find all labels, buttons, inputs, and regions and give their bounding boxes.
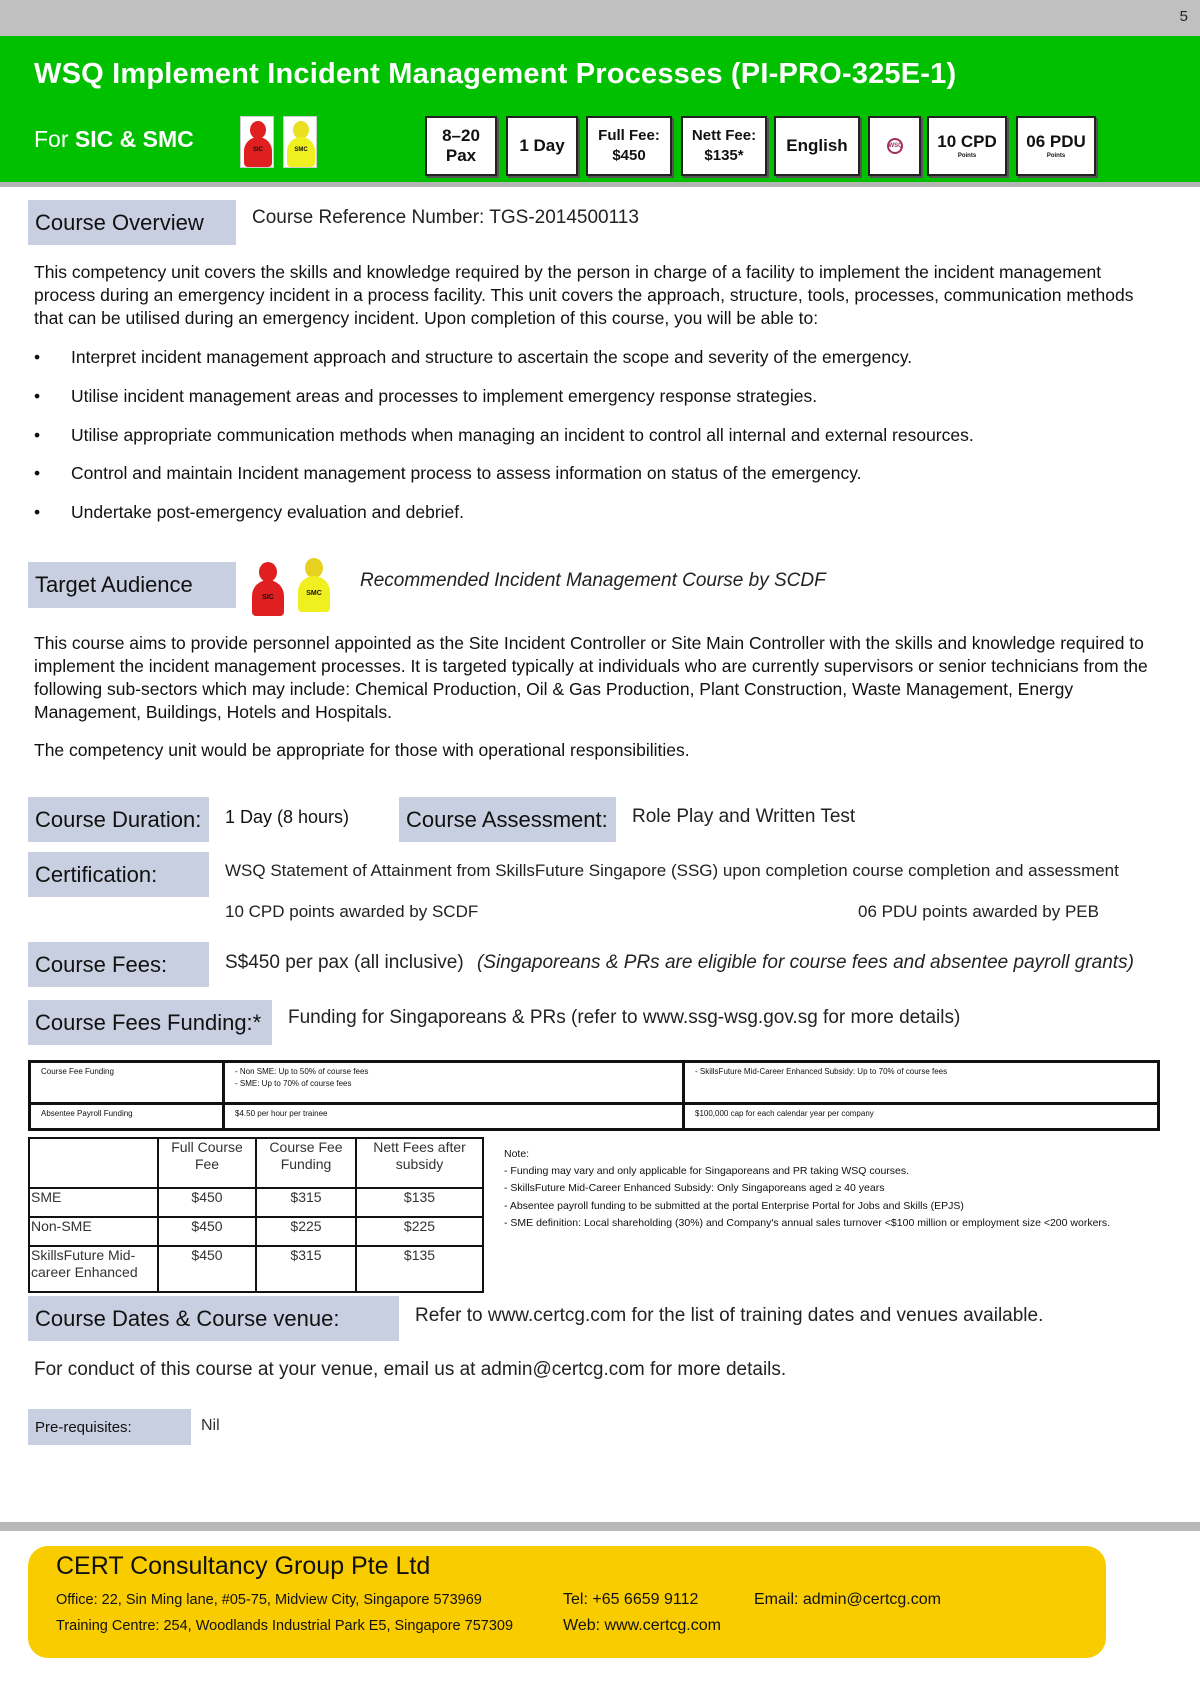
audience-paragraph-2: The competency unit would be appropriate for those with operational responsibilities. [34,740,690,760]
badge-language: English [774,116,860,176]
page-number: 5 [1179,8,1188,25]
course-fees-label: Course Fees: [28,942,209,987]
venue-conduct-text: For conduct of this course at your venue, email us at admin@certcg.com for more details. [34,1359,787,1380]
course-assessment-label: Course Assessment: [399,797,616,842]
course-fees-value: S$450 per pax (all inclusive) (Singaporeans & PRs are eligible for course fees and absentee payroll grants) [225,952,1134,973]
telephone: Tel: +65 6659 9112 [563,1591,699,1608]
badge-duration: 1 Day [506,116,578,176]
course-reference: Course Reference Number: TGS-2014500113 [252,207,639,228]
course-duration-value: 1 Day (8 hours) [225,807,350,827]
funding-notes: Note: - Funding may vary and only applicable for Singaporeans and PR taking WSQ courses. - SkillsFuture Mid-Career Enhanced Subsidy: Only Singaporeans aged ≥ 40 years - Absentee payroll funding to be submitted at the portal Enterprise Portal for Jobs and Skills (EPJS) - SME definition: Local shareholding (30%) and Company's annual sales turnover <$100 million or employment size <200 workers. [504,1148,1111,1229]
fees-funding-value: Funding for Singaporeans & PRs (refer to www.ssg-wsg.gov.sg for more details) [288,1007,961,1028]
table-row: Absentee Payroll Funding $4.50 per hour per trainee $100,000 cap for each calendar year per company [30,1103,1159,1129]
sic-person-icon: SIC [240,116,274,168]
table-row: SME $450 $315 $135 [29,1188,483,1217]
table-row: Non-SME $450 $225 $225 [29,1217,483,1246]
divider [0,182,1200,187]
course-title: WSQ Implement Incident Management Processes (PI-PRO-325E-1) [34,58,957,90]
company-name: CERT Consultancy Group Pte Ltd [56,1552,431,1580]
badge-full-fee: Full Fee: $450 [586,116,672,176]
website-link[interactable]: Web: www.certcg.com [563,1617,721,1634]
pdu-points: 06 PDU points awarded by PEB [858,902,1099,921]
certification-value: WSQ Statement of Attainment from SkillsFuture Singapore (SSG) upon completion course completion and assessment [225,861,1119,880]
table-row: SkillsFuture Mid-career Enhanced $450 $315 $135 [29,1246,483,1292]
prerequisites-label: Pre-requisites: [28,1409,191,1445]
fee-table [28,1137,484,1293]
course-dates-label: Course Dates & Course venue: [28,1296,399,1341]
target-roles [34,126,194,153]
table-row: Course Fee Funding - Non SME: Up to 50% of course fees - SME: Up to 70% of course fees - SkillsFuture Mid-Career Enhanced Subsidy: Up to 70% of course fees [30,1062,1159,1104]
course-dates-value: Refer to www.certcg.com for the list of training dates and venues available. [415,1305,1044,1326]
sic-person-icon: SIC [251,562,285,618]
office-address: Office: 22, Sin Ming lane, #05-75, Midview City, Singapore 573969 [56,1592,482,1608]
prerequisites-value: Nil [201,1417,220,1434]
course-assessment-value: Role Play and Written Test [632,806,856,827]
funding-table [28,1060,1160,1131]
scdf-recommendation: Recommended Incident Management Course by SCDF [360,570,826,591]
training-centre-address: Training Centre: 254, Woodlands Industrial Park E5, Singapore 757309 [56,1618,514,1634]
overview-paragraph: This competency unit covers the skills and knowledge required by the person in charge of a facility to implement the incident management process during an emergency incident in a process facility. This unit covers the approach, structure, tools, processes, communication methods that can be utilised during an emergency incident. Upon completion of this course, you will be able to: [34,262,1134,328]
wsq-logo-icon: WSQ [868,116,921,176]
badge-pdu: 06 PDU Points [1016,116,1096,176]
course-overview-label: Course Overview [28,200,236,245]
certification-label: Certification: [28,852,209,897]
target-audience-label: Target Audience [28,562,236,608]
for-prefix: For [34,126,69,152]
table-header-row: Full Course Fee Course Fee Funding Nett Fees after subsidy [29,1138,483,1188]
fees-funding-label: Course Fees Funding:* [28,1000,272,1045]
cpd-points: 10 CPD points awarded by SCDF [225,902,479,921]
badge-pax: 8–20 Pax [425,116,497,176]
smc-person-icon: SMC [297,558,331,614]
smc-person-icon: SMC [283,116,317,168]
company-footer [28,1546,1106,1658]
badge-cpd: 10 CPD Points [927,116,1007,176]
badge-nett-fee: Nett Fee: $135* [681,116,767,176]
audience-paragraph: This course aims to provide personnel appointed as the Site Incident Controller or Site Main Controller with the skills and knowledge required to implement the incident management processes. It is targeted typically at individuals who are currently supervisors or senior technicians from the following sub-sectors which may include: Chemical Production, Oil & Gas Production, Plant Construction, Waste Management, Energy Management, Buildings, Hotels and Hospitals. [34,633,1148,722]
for-roles: SIC & SMC [74,126,194,152]
header-banner [0,36,1200,182]
footer-divider [0,1522,1200,1531]
email-link[interactable]: Email: admin@certcg.com [754,1591,941,1608]
course-duration-label: Course Duration: [28,797,209,842]
top-bar [0,0,1200,36]
